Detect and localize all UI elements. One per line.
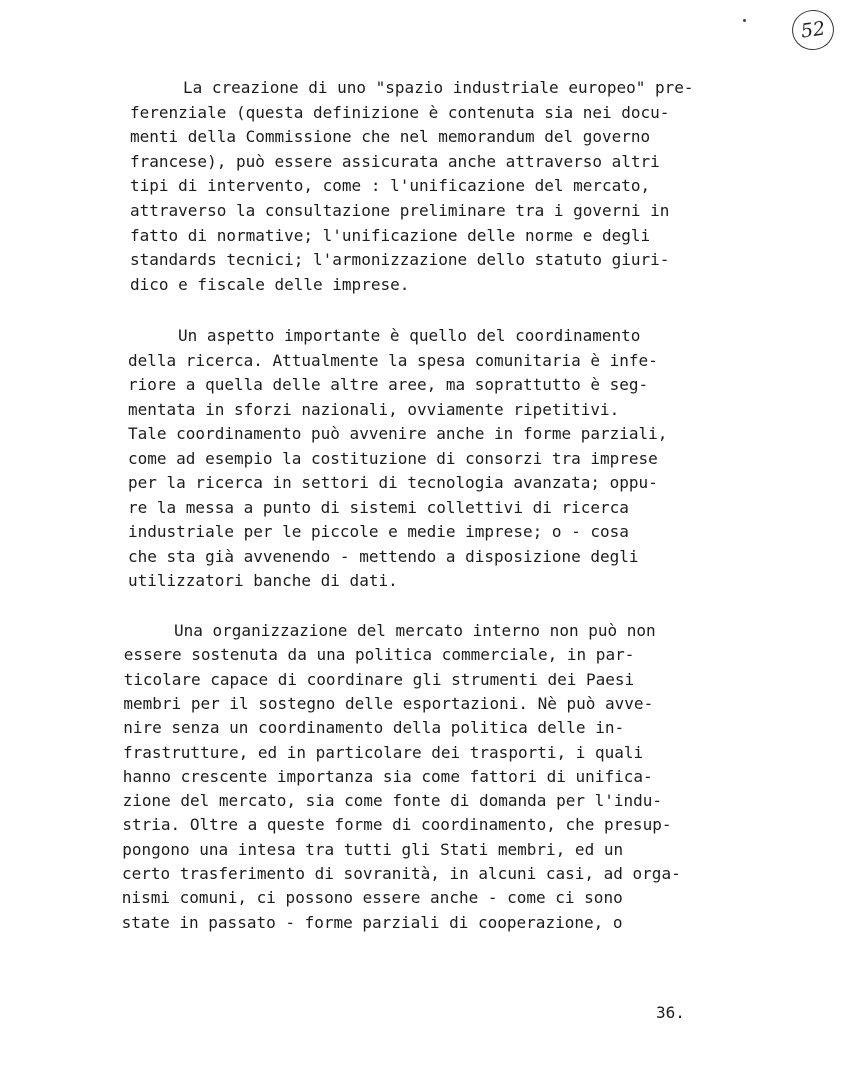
text-line: stria. Oltre a queste forme di coordinamento, che presup-	[122, 815, 672, 835]
text-line: nire senza un coordinamento della politica delle in-	[123, 718, 625, 738]
text-line: fatto di normative; l'unificazione delle norme e degli	[130, 225, 651, 245]
ink-speck	[743, 19, 746, 22]
text-line: essere sostenuta da una politica commerciale, in par-	[123, 645, 635, 665]
text-line: pongono una intesa tra tutti gli Stati membri, ed un	[122, 839, 624, 859]
text-line: che sta già avvenendo - mettendo a disposizione degli	[128, 546, 639, 566]
text-line: Tale coordinamento può avvenire anche in forme parziali,	[128, 424, 668, 443]
page-number: 36.	[656, 1003, 685, 1022]
text-line: frastrutture, ed in particolare dei trasporti, i quali	[123, 742, 644, 762]
text-line: ticolare capace di coordinare gli strumenti dei Paesi	[123, 669, 635, 689]
text-line: mentata in sforzi nazionali, ovviamente ripetitivi.	[128, 399, 620, 419]
text-line: state in passato - forme parziali di cooperazione, o	[121, 912, 623, 932]
text-line: ferenziale (questa definizione è contenuta sia nei docu-	[130, 102, 670, 122]
text-line: francese), può essere assicurata anche attraverso altri	[130, 151, 660, 171]
text-line: riore a quella delle altre aree, ma soprattutto è seg-	[128, 375, 649, 394]
text-line: industriale per le piccole e medie imprese; o - cosa	[128, 522, 629, 541]
text-line: re la messa a punto di sistemi collettivi di ricerca	[128, 497, 629, 517]
text-line: Una organizzazione del mercato interno non può non	[174, 621, 656, 640]
text-line: utilizzatori banche di dati.	[128, 571, 398, 590]
text-line: certo trasferimento di sovranità, in alcuni casi, ad orga-	[122, 864, 681, 883]
text-line: della ricerca. Attualmente la spesa comunitaria è infe-	[128, 350, 658, 370]
text-line: dico e fiscale delle imprese.	[130, 274, 410, 294]
text-line: per la ricerca in settori di tecnologia avanzata; oppu-	[128, 473, 658, 492]
text-line: tipi di intervento, come : l'unificazione del mercato,	[130, 176, 651, 196]
text-line: zione del mercato, sia come fonte di domanda per l'indu-	[122, 791, 663, 811]
text-line: menti della Commissione che nel memorandum del governo	[130, 127, 651, 147]
text-line: membri per il sostegno delle esportazioni. Nè può avve-	[123, 693, 654, 713]
text-line: La creazione di uno "spazio industriale europeo" pre-	[183, 78, 694, 97]
text-line: nismi comuni, ci possono essere anche - come ci sono	[121, 888, 623, 908]
text-line: attraverso la consultazione preliminare tra i governi in	[130, 201, 670, 220]
text-line: standards tecnici; l'armonizzazione dello statuto giuri-	[130, 250, 670, 270]
text-line: Un aspetto importante è quello del coordinamento	[178, 326, 641, 345]
handwritten-page-marker: 52	[789, 7, 836, 52]
text-line: hanno crescente importanza sia come fattori di unifica-	[122, 766, 653, 786]
text-line: come ad esempio la costituzione di consorzi tra imprese	[128, 448, 658, 468]
